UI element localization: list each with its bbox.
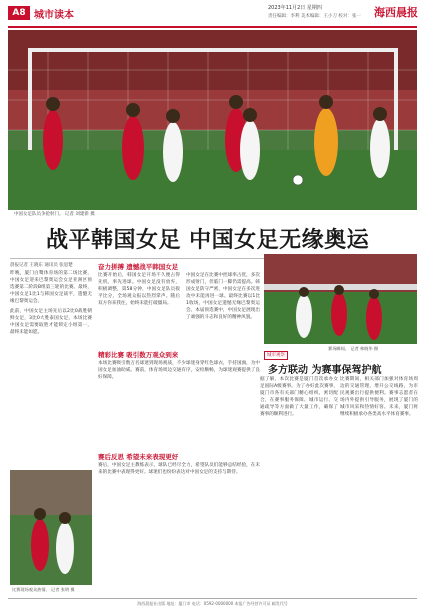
subhead-reflection [98, 452, 178, 461]
header-rule [8, 26, 417, 28]
page-number-badge: A8 [8, 6, 30, 20]
right-photo-caption: 赛场瞬间。 记者 林晓华 摄 [328, 346, 379, 351]
subhead-text: 赛后反思 希望未来表现更好 [98, 453, 179, 461]
page-header [0, 0, 425, 26]
small-photo [10, 470, 92, 585]
subhead-fight [98, 262, 178, 271]
paragraph: 中国女足在比赛中控球率占优，多次形成射门，但临门一脚仍需提高。韩国女足防守严密，中国女足在多次进攻中未能再进一球。最终比赛以1比1收场，中国女足遗憾无缘巴黎奥运会。本届预选赛中，中国女足展现出了顽强的斗志和良好的精神风貌。 [186, 273, 260, 320]
article-column-b [98, 272, 180, 307]
edition-info: 责任编辑：李利 美术编辑：王小刀 校对：张一 [268, 14, 361, 19]
main-headline: 战平韩国女足 中国女足无缘奥运 [46, 227, 370, 253]
right-photo [264, 254, 417, 344]
paragraph: 赛后，中国女足主教练表示，球队已经尽全力，希望队员们能够总结经验，在未来的比赛中表现得更好。球迷们也纷纷表达对中国女足的支持与期待。 [98, 463, 260, 475]
newspaper-logo: 海西晨报 [374, 6, 418, 19]
section-title: 城市读本 [34, 10, 74, 21]
paragraph: 比赛期间，相关部门加强对体育场周边的交通管理，增开公交线路，为市民观赛出行提供便利。赛事志愿者在场内外提供引导服务，展现了厦门的城市风采和热情好客。未来，厦门将继续积极承办各类高水平体育赛事。 [340, 377, 418, 417]
paragraph: 本场比赛吸引数万名球迷到现场观战，不少球迷身穿红色球衣，手持国旗，为中国女足加油助威。赛前，体育场周边交通有序，安检顺畅，为球迷观赛提供了良好保障。 [98, 361, 260, 380]
page-footer: 海西晨报社出版 地址：厦门市 电话：0592-0000000 本报广告经营许可证 邮发代号 [8, 598, 417, 608]
paragraph: 此前，中国女足主场先后以2比0战胜朝鲜女足，3比0大胜泰国女足，本场比赛中国女足需要取胜才能锁定小组第一，最终未能如愿。 [10, 309, 92, 335]
paragraph: 据了解，本次比赛是厦门首次承办女足国际A级赛事。为了办好此次赛事，厦门市各有关部门精心组织、密切配合，在赛事服务保障、城市运行、交通疏导等方面做了大量工作，确保了赛事的顺利进行。 [260, 377, 338, 417]
subhead-text: 奋力拼搏 遗憾战平韩国女足 [98, 263, 179, 271]
section-tag: 城市观察 [264, 351, 288, 360]
right-headline: 多方联动 为赛事保驾护航 [268, 365, 382, 376]
top-photo [8, 30, 417, 210]
article-column-a [10, 270, 92, 336]
issue-date: 2023年11月2日 星期四 [268, 5, 322, 11]
paragraph: 昨晚，厦门白鹭体育场的第二场比赛，中国女足迎来巴黎奥运会女足亚洲区预选赛第二阶段B组第三轮的比赛。最终，中国女足1比1与韩国女足战平，遗憾无缘巴黎奥运会。 [10, 271, 92, 304]
paragraph: 比赛开始后，韩国女足开场不久便占得先机，率先进球。中国女足没有放弃，积极调整，第58分钟，中国女足队员扳平比分，全场观众报以热烈掌声。随后双方你来我往，始终未能打破僵局。 [98, 273, 180, 306]
top-photo-caption: 中国女足队员争抢射门。 记者 刘建新 摄 [14, 212, 95, 217]
byline: 晨报记者 王晓东 通讯员 张思楚 [10, 263, 73, 268]
article-column-d [260, 376, 338, 418]
small-photo-caption: 比赛现场观众热情。 记者 张明 摄 [12, 587, 75, 592]
subhead-audience [98, 350, 178, 359]
article-column-c [186, 272, 260, 321]
article-column-e [340, 376, 418, 418]
article-column-b2 [98, 360, 260, 381]
article-column-b3 [98, 462, 260, 476]
subhead-text: 精彩比赛 吸引数万观众到来 [98, 351, 179, 359]
